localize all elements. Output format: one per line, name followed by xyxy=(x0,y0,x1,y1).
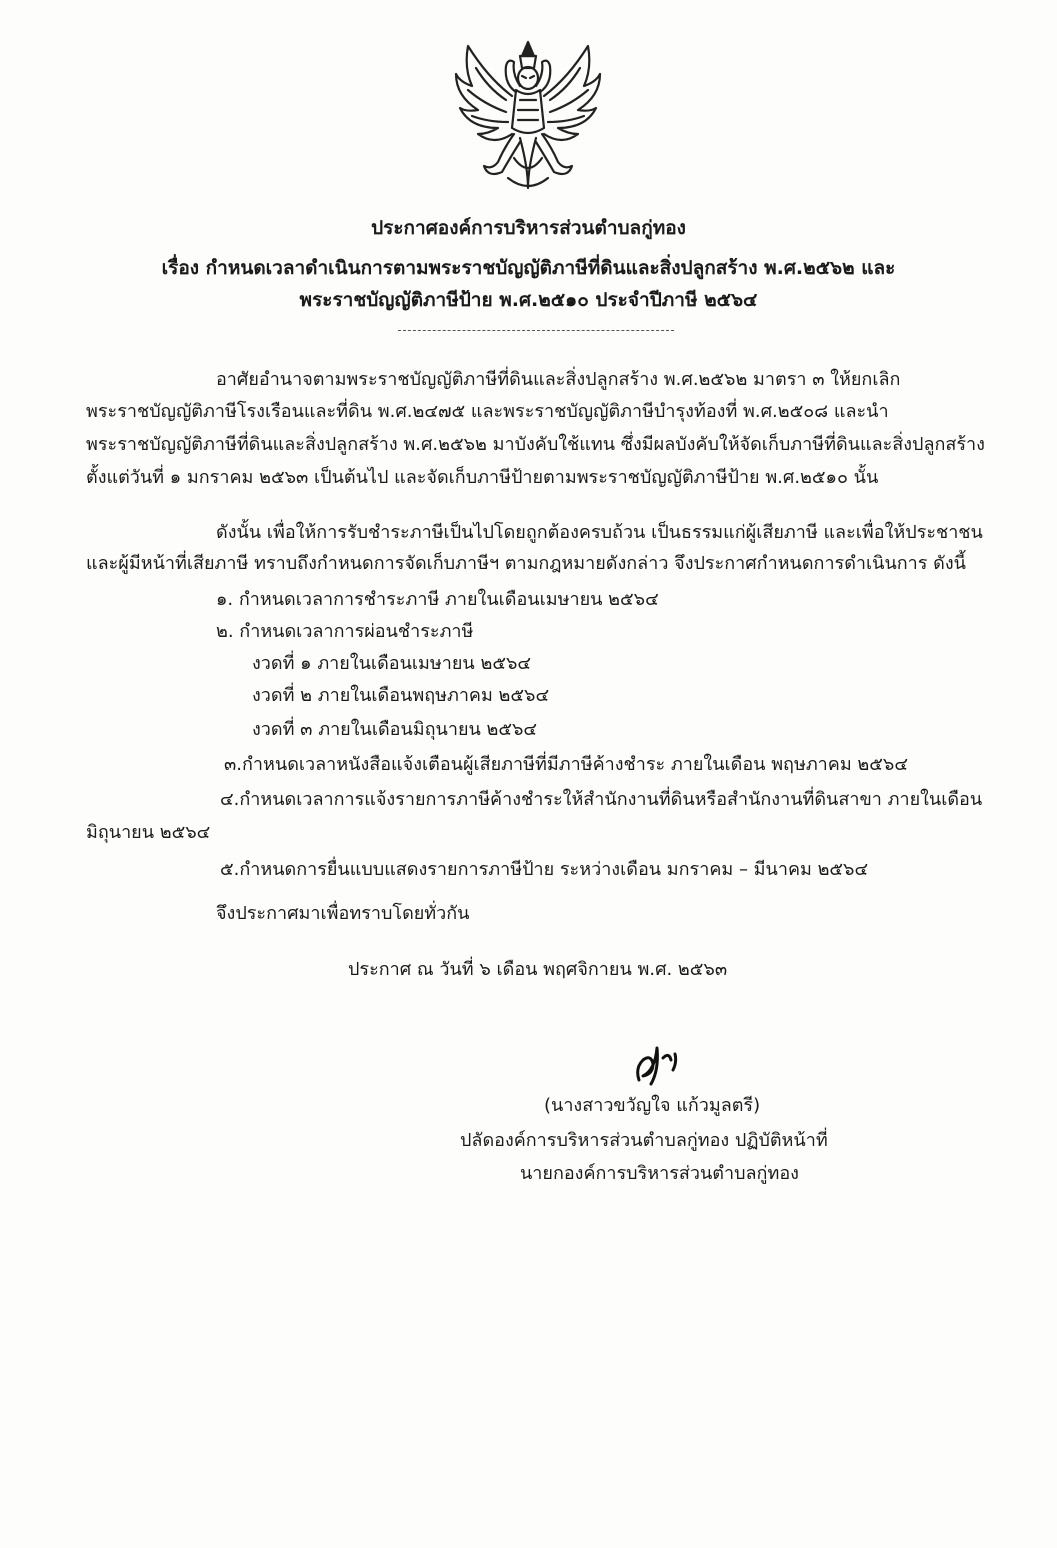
item-4-continued: มิถุนายน ๒๕๖๔ xyxy=(86,822,211,843)
item-2: ๒. กำหนดเวลาการผ่อนชำระภาษี xyxy=(216,621,474,642)
paragraph-1-line-3: พระราชบัญญัติภาษีที่ดินและสิ่งปลูกสร้าง พ.ศ.๒๕๖๒ มาบังคับใช้แทน ซึ่งมีผลบังคับให้จัดเก็บภาษีที่ดินและสิ่งปลูกสร้าง xyxy=(86,434,985,455)
item-4: ๔.กำหนดเวลาการแจ้งรายการภาษีค้างชำระให้สำนักงานที่ดินหรือสำนักงานที่ดินสาขา ภายในเดือน xyxy=(220,789,983,810)
signature-icon xyxy=(625,1040,695,1090)
signer-name: (นางสาวขวัญใจ แก้วมูลตรี) xyxy=(544,1095,761,1116)
installment-3: งวดที่ ๓ ภายในเดือนมิถุนายน ๒๕๖๔ xyxy=(252,719,538,740)
item-1: ๑. กำหนดเวลาการชำระภาษี ภายในเดือนเมษายน ๒๕๖๔ xyxy=(216,589,659,610)
installment-2: งวดที่ ๒ ภายในเดือนพฤษภาคม ๒๕๖๔ xyxy=(252,685,550,706)
installment-1: งวดที่ ๑ ภายในเดือนเมษายน ๒๕๖๔ xyxy=(252,653,531,674)
paragraph-2-line-2: และผู้มีหน้าที่เสียภาษี ทราบถึงกำหนดการจัดเก็บภาษีฯ ตามกฎหมายดังกล่าว จึงประกาศกำหนดการดำเนินการ ดังนี้ xyxy=(86,553,966,574)
announcement-title: ประกาศองค์การบริหารส่วนตำบลกู่ทอง xyxy=(371,217,686,239)
item-3: ๓.กำหนดเวลาหนังสือแจ้งเตือนผู้เสียภาษีที่มีภาษีค้างชำระ ภายในเดือน พฤษภาคม ๒๕๖๔ xyxy=(224,754,908,775)
signer-acting-position: นายกองค์การบริหารส่วนตำบลกู่ทอง xyxy=(520,1163,799,1184)
announcement-date: ประกาศ ณ วันที่ ๖ เดือน พฤศจิกายน พ.ศ. ๒๕๖๓ xyxy=(348,959,728,980)
closing-statement: จึงประกาศมาเพื่อทราบโดยทั่วกัน xyxy=(216,903,470,924)
paragraph-1-line-1: อาศัยอำนาจตามพระราชบัญญัติภาษีที่ดินและสิ่งปลูกสร้าง พ.ศ.๒๕๖๒ มาตรา ๓ ให้ยกเลิก xyxy=(216,369,901,390)
announcement-subject-continued: พระราชบัญญัติภาษีป้าย พ.ศ.๒๕๑๐ ประจำปีภาษี ๒๕๖๔ xyxy=(299,289,758,311)
header-divider xyxy=(398,330,674,331)
paragraph-1-line-2: พระราชบัญญัติภาษีโรงเรือนและที่ดิน พ.ศ.๒๔๗๕ และพระราชบัญญัติภาษีบำรุงท้องที่ พ.ศ.๒๕๐๘ และนำ xyxy=(86,401,889,422)
paragraph-1-line-4: ตั้งแต่วันที่ ๑ มกราคม ๒๕๖๓ เป็นต้นไป และจัดเก็บภาษีป้ายตามพระราชบัญญัติภาษีป้าย พ.ศ.๒๕๑๐ นั้น xyxy=(86,467,879,488)
announcement-subject: เรื่อง กำหนดเวลาดำเนินการตามพระราชบัญญัติภาษีที่ดินและสิ่งปลูกสร้าง พ.ศ.๒๕๖๒ และ xyxy=(161,257,896,279)
paragraph-2-line-1: ดังนั้น เพื่อให้การรับชำระภาษีเป็นไปโดยถูกต้องครบถ้วน เป็นธรรมแก่ผู้เสียภาษี และเพื่อให้ประชาชน xyxy=(216,522,983,543)
garuda-emblem-icon xyxy=(448,38,608,198)
signer-position: ปลัดองค์การบริหารส่วนตำบลกู่ทอง ปฏิบัติหน้าที่ xyxy=(460,1130,828,1151)
item-5: ๕.กำหนดการยื่นแบบแสดงรายการภาษีป้าย ระหว่างเดือน มกราคม – มีนาคม ๒๕๖๔ xyxy=(220,859,869,880)
